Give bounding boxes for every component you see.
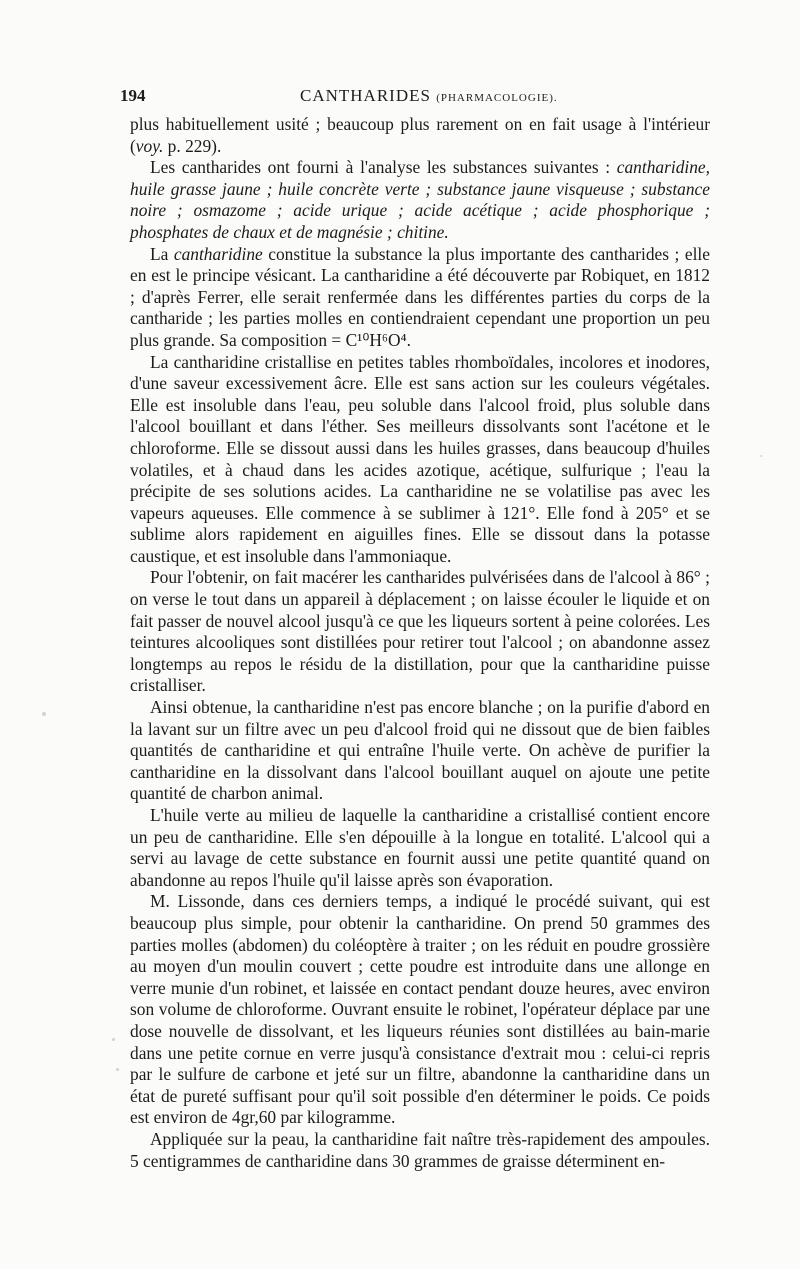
running-title [300, 86, 558, 106]
paragraph: La cantharidine cristallise en petites tables rhomboïdales, incolores et inodores, d'une saveur excessivement âcre. Elle est sans action sur les couleurs végétales. Elle est insoluble dans l'eau, peu soluble dans l'alcool froid, plus soluble dans l'alcool bouillant et dans l'éther. Ses meilleurs dissolvants sont l'acétone et le chloroforme. Elle se dissout aussi dans les huiles grasses, dans beaucoup d'huiles volatiles, et à chaud dans les acides azotique, acétique, sulfurique ; l'eau la précipite de ses solutions acides. La cantharidine ne se volatilise pas avec les vapeurs aqueuses. Elle commence à se sublimer à 121°. Elle fond à 205° et se sublime alors rapidement en aiguilles fines. Elle se dissout dans la potasse caustique, et est insoluble dans l'ammoniaque. [130, 351, 710, 566]
page-number: 194 [120, 86, 146, 105]
scan-speckle [116, 1068, 119, 1071]
body-text [130, 114, 710, 1172]
running-title-main: CANTHARIDES [300, 86, 431, 105]
term-voy: voy. [135, 135, 164, 156]
paragraph: plus habituellement usité ; beaucoup plus rarement on en fait usage à l'intérieur (voy. p. 229). [130, 114, 710, 156]
paragraph: M. Lissonde, dans ces derniers temps, a indiqué le procédé suivant, qui est beaucoup plus simple, pour obtenir la cantharidine. On prend 50 grammes des parties molles (abdomen) du coléoptère à traiter ; on les réduit en poudre grossière au moyen d'un moulin couvert ; cette poudre est introduite dans une allonge en verre munie d'un robinet, et laissée en contact pendant douze heures, avec environ son volume de chloroforme. Ouvrant ensuite le robinet, l'opérateur déplace par une dose nouvelle de dissolvant, et les liqueurs réunies sont distillées au bain-marie dans une petite cornue en verre jusqu'à consistance d'extrait mou : celui-ci repris par le sulfure de carbone et jeté sur un filtre, abandonne la cantharidine dans un état de pureté suffisant pour qu'il soit possible d'en déterminer le poids. Ce poids est environ de 4gr,60 par kilogramme. [130, 891, 710, 1128]
paragraph: Les cantharides ont fourni à l'analyse les substances suivantes : cantharidine, huile grasse jaune ; huile concrète verte ; substance jaune visqueuse ; substance noire ; osmazome ; acide urique ; acide acétique ; acide phosphorique ; phosphates de chaux et de magnésie ; chitine. [130, 157, 710, 242]
paragraph: La cantharidine constitue la substance la plus importante des cantharides ; elle en est le principe vésicant. La cantharidine a été découverte par Robiquet, en 1812 ; d'après Ferrer, elle serait renfermée dans les différentes parties du corps de la cantharide ; les parties molles en contiendraient cependant une proportion un peu plus grande. Sa composition = C¹⁰H⁶O⁴. [130, 243, 710, 350]
scan-speckle [112, 1038, 115, 1041]
paragraph: L'huile verte au milieu de laquelle la cantharidine a cristallisé contient encore un peu de cantharidine. Elle s'en dépouille à la longue en totalité. L'alcool qui a servi au lavage de cette substance en fournit aussi une petite quantité quand on abandonne au repos l'huile qu'il laisse après son évaporation. [130, 805, 710, 890]
term-cantharidine: cantharidine [173, 243, 263, 264]
running-title-subtitle: (PHARMACOLOGIE). [436, 92, 558, 104]
page-header [120, 86, 720, 110]
scan-speckle [760, 455, 762, 457]
paragraph: Appliquée sur la peau, la cantharidine fait naître très-rapidement des ampoules. 5 centigrammes de cantharidine dans 30 grammes de graisse déterminent en- [130, 1128, 710, 1171]
paragraph: Pour l'obtenir, on fait macérer les cantharides pulvérisées dans de l'alcool à 86° ; on verse le tout dans un appareil à déplacement ; on laisse écouler le liquide et on fait passer de nouvel alcool jusqu'à ce que les liqueurs sortent à peine colorées. Les teintures alcooliques sont distillées pour retirer tout l'alcool ; on abandonne assez longtemps au repos le résidu de la distillation, pour que la cantharidine puisse cristalliser. [130, 567, 710, 696]
paragraph: Ainsi obtenue, la cantharidine n'est pas encore blanche ; on la purifie d'abord en la lavant sur un filtre avec un peu d'alcool froid qui ne dissout que de bien faibles quantités de cantharidine et qui entraîne l'huile verte. On achève de purifier la cantharidine en la dissolvant dans l'alcool bouillant auquel on ajoute une petite quantité de charbon animal. [130, 697, 710, 804]
substance-list: cantharidine, huile grasse jaune ; huile concrète verte ; substance jaune visqueuse ; substance noire ; osmazome ; acide urique ; acide acétique ; acide phosphorique ; phosphates de chaux et de magnésie ; chitine. [130, 157, 710, 242]
scan-speckle [42, 712, 46, 716]
